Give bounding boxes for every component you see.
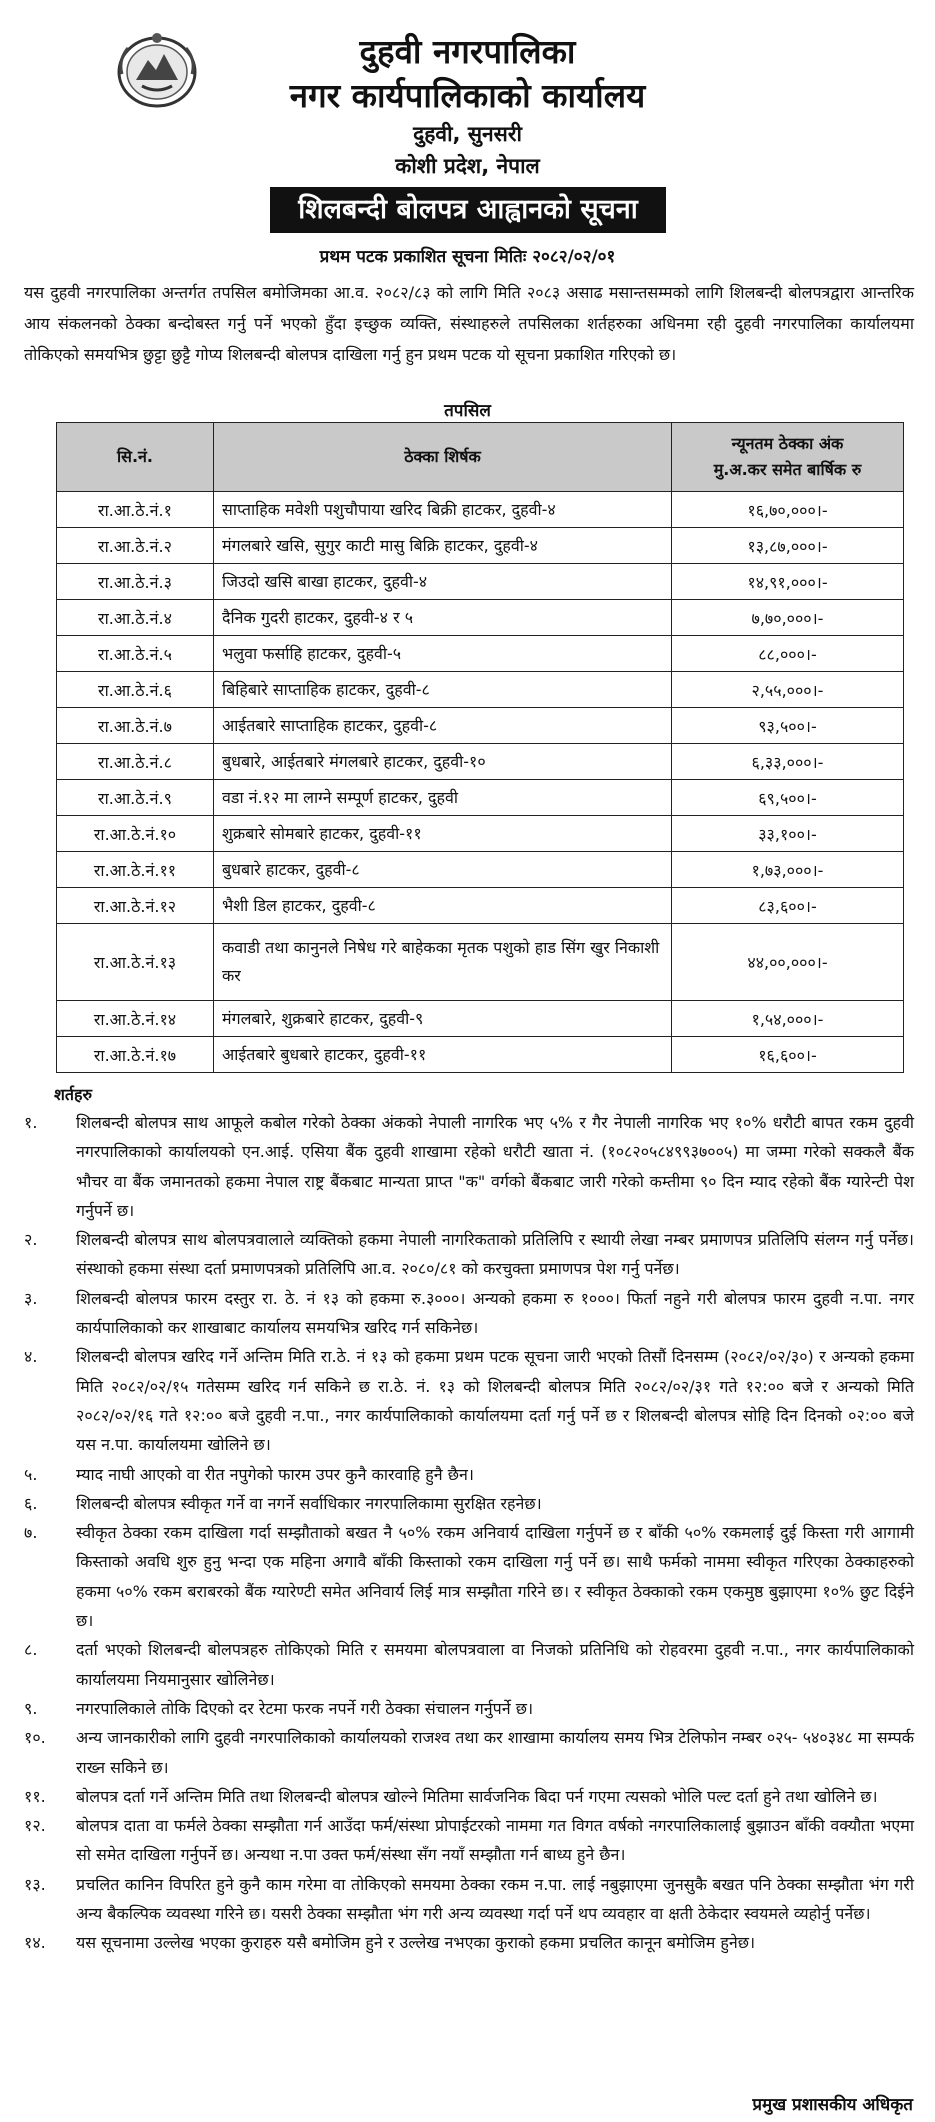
- row-number: रा.आ.ठे.नं.१०: [57, 816, 214, 852]
- term-text: शिलबन्दी बोलपत्र खरिद गर्ने अन्तिम मिति रा.ठे. नं १३ को हकमा प्रथम पटक सूचना जारी भएको तिसौं दिनसम्म (२०८२/०२/३०) र अन्यको हकमा मिति २०८२/०२/१५ गतेसम्म खरिद गर्न सकिने छ रा.ठे. नं. १३ को शिलबन्दी बोलपत्र मिति २०८२/०२/३१ गते १२:०० बजे र अन्यको मिति २०८२/०२/१६ गते १२:०० बजे दुहवी न.पा., नगर कार्यपालिकाको कार्यालयमा दर्ता गर्नु पर्ने छ र शिलबन्दी बोलपत्र सोहि दिन दिनको ०२:०० बजे यस न.पा. कार्यालयमा खोलिने छ।: [76, 1347, 914, 1455]
- term-number: ७.: [24, 1523, 38, 1543]
- row-amount: १,७३,०००।-: [672, 852, 904, 888]
- term-item: [24, 1284, 914, 1343]
- term-number: १.: [24, 1113, 38, 1132]
- row-number: रा.आ.ठे.नं.११: [57, 852, 214, 888]
- term-item: [24, 1108, 914, 1225]
- term-item: [24, 1460, 914, 1489]
- term-number: १०.: [24, 1728, 46, 1748]
- terms-heading: शर्तहरु: [54, 1085, 93, 1104]
- term-text: बोलपत्र दर्ता गर्ने अन्तिम मिति तथा शिलबन्दी बोलपत्र खोल्ने मितिमा सार्वजनिक बिदा पर्न गएमा त्यसको भोलि पल्ट दर्ता हुने तथा खोलिने छ।: [76, 1786, 878, 1806]
- term-text: प्रचलित कानिन विपरित हुने कुनै काम गरेमा वा तोकिएको समयमा ठेक्का रकम न.पा. लाई नबुझाएमा जुनसुकै बखत पनि ठेक्का सम्झौता भंग गरी अन्य बैकल्पिक व्यवस्था गरिने छ। यसरी ठेक्का सम्झौता भंग गरी अन्य व्यवस्था गर्दा पर्ने थप व्यवहार वा क्षती ठेकेदार स्वयमले व्यहोर्नु पर्नेछ।: [76, 1874, 914, 1924]
- table-caption: तपसिल: [444, 401, 491, 421]
- row-title: बुधबारे हाटकर, दुहवी-८: [214, 852, 672, 888]
- row-title: भैशी डिल हाटकर, दुहवी-८: [214, 888, 672, 924]
- term-item: [24, 1489, 914, 1518]
- row-number: रा.आ.ठे.नं.१: [57, 492, 214, 528]
- row-amount: ८८,०००।-: [672, 636, 904, 672]
- contract-table: [56, 422, 904, 1073]
- term-number: ९.: [24, 1698, 38, 1718]
- row-title: बुधबारे, आईतबारे मंगलबारे हाटकर, दुहवी-१०: [214, 744, 672, 780]
- row-title: वडा नं.१२ मा लाग्ने सम्पूर्ण हाटकर, दुहवी: [214, 780, 672, 816]
- address-line-1: दुहवी, सुनसरी: [413, 122, 522, 146]
- term-item: [24, 1870, 914, 1929]
- row-amount: १३,८७,०००।-: [672, 528, 904, 564]
- term-item: [24, 1811, 914, 1870]
- intro-paragraph: यस दुहवी नगरपालिका अन्तर्गत तपसिल बमोजिमका आ.व. २०८२/८३ को लागि मिति २०८३ असाढ मसान्तसम्मको लागि शिलबन्दी बोलपत्रद्वारा आन्तरिक आय संकलनको ठेक्का बन्दोबस्त गर्नु पर्ने भएको हुँदा इच्छुक व्यक्ति, संस्थाहरुले तपसिलका शर्तहरुका अधिनमा रही दुहवी नगरपालिका कार्यालयमा तोकिएको समयभित्र छुट्टा छुट्टै गोप्य शिलबन्दी बोलपत्र दाखिला गर्नु हुन प्रथम पटक यो सूचना प्रकाशित गरिएको छ।: [24, 283, 914, 364]
- term-item: [24, 1782, 914, 1811]
- row-number: रा.आ.ठे.नं.३: [57, 564, 214, 600]
- notice-title-banner: शिलबन्दी बोलपत्र आह्वानको सूचना: [270, 187, 666, 233]
- term-item: [24, 1928, 914, 1957]
- term-text: अन्य जानकारीको लागि दुहवी नगरपालिकाको कार्यालयको राजश्व तथा कर शाखामा कार्यालय समय भित्र टेलिफोन नम्बर ०२५- ५४०३४८ मा सम्पर्क राख्न सकिने छ।: [76, 1728, 914, 1777]
- row-title: कवाडी तथा कानुनले निषेध गरे बाहेकका मृतक पशुको हाड सिंग खुर निकाशी कर: [214, 924, 672, 1001]
- term-text: दर्ता भएको शिलबन्दी बोलपत्रहरु तोकिएको मिति र समयमा बोलपत्रवाला वा निजको प्रतिनिधि को रोहवरमा दुहवी न.पा., नगर कार्यपालिकाको कार्यालयमा नियमानुसार खोलिनेछ।: [76, 1640, 914, 1689]
- terms-list: [24, 1108, 914, 1958]
- table-row: [57, 816, 904, 852]
- term-text: यस सूचनामा उल्लेख भएका कुराहरु यसै बमोजिम हुने र उल्लेख नभएका कुराको हकमा प्रचलित कानून बमोजिम हुनेछ।: [76, 1933, 756, 1953]
- term-text: नगरपालिकाले तोकि दिएको दर रेटमा फरक नपर्ने गरी ठेक्का संचालन गर्नुपर्ने छ।: [76, 1698, 534, 1718]
- row-amount: १६,६००।-: [672, 1037, 904, 1073]
- row-amount: २,५५,०००।-: [672, 672, 904, 708]
- term-number: १३.: [24, 1874, 46, 1894]
- table-row: [57, 888, 904, 924]
- table-row: [57, 924, 904, 1001]
- row-amount: ७,७०,०००।-: [672, 600, 904, 636]
- table-row: [57, 672, 904, 708]
- table-row: [57, 744, 904, 780]
- term-number: ८.: [24, 1640, 38, 1660]
- office-name: नगर कार्यपालिकाको कार्यालय: [289, 76, 646, 115]
- term-number: २.: [24, 1230, 38, 1250]
- row-amount: ८३,६००।-: [672, 888, 904, 924]
- term-text: शिलबन्दी बोलपत्र साथ बोलपत्रवालाले व्यक्तिको हकमा नेपाली नागरिकताको प्रतिलिपि र स्थायी लेखा नम्बर प्रमाणपत्र प्रतिलिपि संलग्न गर्नु पर्नेछ। संस्थाको हकमा संस्था दर्ता प्रमाणपत्रको प्रतिलिपि आ.व. २०८०/८१ को करचुक्ता प्रमाणपत्र पेश गर्नु पर्नेछ।: [76, 1230, 914, 1279]
- term-text: म्याद नाघी आएको वा रीत नपुगेको फारम उपर कुनै कारवाहि हुनै छैन।: [76, 1464, 474, 1484]
- table-row: [57, 600, 904, 636]
- term-number: ६.: [24, 1493, 38, 1513]
- term-item: [24, 1225, 914, 1284]
- row-title: मंगलबारे, शुक्रबारे हाटकर, दुहवी-९: [214, 1001, 672, 1037]
- row-amount: ६९,५००।-: [672, 780, 904, 816]
- row-number: रा.आ.ठे.नं.६: [57, 672, 214, 708]
- row-number: रा.आ.ठे.नं.१४: [57, 1001, 214, 1037]
- term-number: ३.: [24, 1288, 38, 1308]
- row-title: जिउदो खसि बाखा हाटकर, दुहवी-४: [214, 564, 672, 600]
- row-number: रा.आ.ठे.नं.९: [57, 780, 214, 816]
- table-row: [57, 492, 904, 528]
- term-item: [24, 1723, 914, 1782]
- row-title: साप्ताहिक मवेशी पशुचौपाया खरिद बिक्री हाटकर, दुहवी-४: [214, 492, 672, 528]
- row-number: रा.आ.ठे.नं.५: [57, 636, 214, 672]
- term-text: बोलपत्र दाता वा फर्मले ठेक्का सम्झौता गर्न आउँदा फर्म/संस्था प्रोपाईटरको नाममा गत विगत वर्षको नगरपालिकालाई बुझाउन बाँकी वक्यौता भएमा सो समेत दाखिला गर्नुपर्ने छ। अन्यथा न.पा उक्त फर्म/संस्था सँग नयाँ सम्झौता गर्न बाध्य हुने छैन।: [76, 1816, 914, 1865]
- table-row: [57, 636, 904, 672]
- row-amount: १,५४,०००।-: [672, 1001, 904, 1037]
- row-number: रा.आ.ठे.नं.१३: [57, 924, 214, 1001]
- row-title: बिहिबारे साप्ताहिक हाटकर, दुहवी-८: [214, 672, 672, 708]
- term-item: [24, 1694, 914, 1723]
- row-amount: ९३,५००।-: [672, 708, 904, 744]
- row-number: रा.आ.ठे.नं.७: [57, 708, 214, 744]
- column-header-amount-line2: मु.अ.कर समेत बार्षिक रु: [713, 460, 862, 479]
- row-amount: ६,३३,०००।-: [672, 744, 904, 780]
- row-title: मंगलबारे खसि, सुगुर काटी मासु बिक्रि हाटकर, दुहवी-४: [214, 528, 672, 564]
- row-amount: ३३,१००।-: [672, 816, 904, 852]
- term-item: [24, 1635, 914, 1694]
- term-text: शिलबन्दी बोलपत्र स्वीकृत गर्ने वा नगर्ने सर्वाधिकार नगरपालिकामा सुरक्षित रहनेछ।: [76, 1493, 542, 1513]
- term-number: ५.: [24, 1464, 38, 1484]
- term-number: १४.: [24, 1933, 46, 1953]
- row-amount: १४,९१,०००।-: [672, 564, 904, 600]
- table-row: [57, 1037, 904, 1073]
- row-title: आईतबारे बुधबारे हाटकर, दुहवी-११: [214, 1037, 672, 1073]
- term-text: शिलबन्दी बोलपत्र फारम दस्तुर रा. ठे. नं १३ को हकमा रु.३०००। अन्यको हकमा रु १०००। फिर्ता नहुने गरी बोलपत्र फारम दुहवी न.पा. नगर कार्यपालिकाको कर शाखाबाट कार्यालय समयभित्र खरिद गर्न सकिनेछ।: [76, 1288, 914, 1338]
- column-header-number: सि.नं.: [57, 423, 214, 492]
- table-row: [57, 852, 904, 888]
- row-number: रा.आ.ठे.नं.१२: [57, 888, 214, 924]
- row-number: रा.आ.ठे.नं.२: [57, 528, 214, 564]
- signature-title: प्रमुख प्रशासकीय अधिकृत: [752, 2095, 913, 2115]
- term-number: ४.: [24, 1347, 38, 1367]
- term-number: १२.: [24, 1816, 46, 1836]
- table-row: [57, 780, 904, 816]
- column-header-amount: [672, 423, 904, 492]
- table-row: [57, 528, 904, 564]
- term-text: स्वीकृत ठेक्का रकम दाखिला गर्दा सम्झौताको बखत नै ५०% रकम अनिवार्य दाखिला गर्नुपर्ने छ र बाँकी ५०% रकमलाई दुई किस्ता गरी आगामी किस्ताको अवधि शुरु हुनु भन्दा एक महिना अगावै बाँकी किस्ताको रकम दाखिला गर्नु पर्ने छ। साथै फर्मको नाममा स्वीकृत गरिएका ठेक्काहरुको हकमा ५०% रकम बराबरको बैंक ग्यारेण्टी समेत अनिवार्य लिई मात्र सम्झौता गरिने छ। र स्वीकृत ठेक्काको रकम एकमुष्ठ बुझाएमा १०% छुट दिईने छ।: [76, 1523, 914, 1631]
- table-row: [57, 564, 904, 600]
- row-number: रा.आ.ठे.नं.८: [57, 744, 214, 780]
- row-title: शुक्रबारे सोमबारे हाटकर, दुहवी-११: [214, 816, 672, 852]
- row-amount: १६,७०,०००।-: [672, 492, 904, 528]
- row-number: रा.आ.ठे.नं.१७: [57, 1037, 214, 1073]
- address-line-2: कोशी प्रदेश, नेपाल: [395, 154, 540, 178]
- row-title: आईतबारे साप्ताहिक हाटकर, दुहवी-८: [214, 708, 672, 744]
- table-row: [57, 1001, 904, 1037]
- row-amount: ४४,००,०००।-: [672, 924, 904, 1001]
- row-title: भलुवा फर्साहि हाटकर, दुहवी-५: [214, 636, 672, 672]
- table-row: [57, 708, 904, 744]
- row-title: दैनिक गुदरी हाटकर, दुहवी-४ र ५: [214, 600, 672, 636]
- column-header-amount-line1: न्यूनतम ठेक्का अंक: [731, 434, 844, 453]
- term-text: शिलबन्दी बोलपत्र साथ आफूले कबोल गरेको ठेक्का अंकको नेपाली नागरिक भए ५% र गैर नेपाली नागरिक भए १०% धरौटी बापत रकम दुहवी नगरपालिकाको कार्यालयको एन.आई. एसिया बैंक दुहवी शाखामा रहेको धरौटी खाता नं. (१०८२०५८४९९३७००५) मा जम्मा गरेको सक्कलै बैंक भौचर वा बैंक जमानतको हकमा नेपाल राष्ट्र बैंकबाट मान्यता प्राप्त "क" वर्गको बैंकबाट जारी गरेको कम्तीमा ९० दिन म्याद रहेको बैंक ग्यारेन्टी पेश गर्नुपर्ने छ।: [76, 1113, 914, 1220]
- column-header-title: ठेक्का शिर्षक: [214, 423, 672, 492]
- row-number: रा.आ.ठे.नं.४: [57, 600, 214, 636]
- term-item: [24, 1342, 914, 1459]
- term-number: ११.: [24, 1786, 46, 1806]
- publication-date: प्रथम पटक प्रकाशित सूचना मितिः २०८२/०२/०१: [319, 247, 616, 267]
- org-name: दुहवी नगरपालिका: [359, 32, 576, 71]
- term-item: [24, 1518, 914, 1635]
